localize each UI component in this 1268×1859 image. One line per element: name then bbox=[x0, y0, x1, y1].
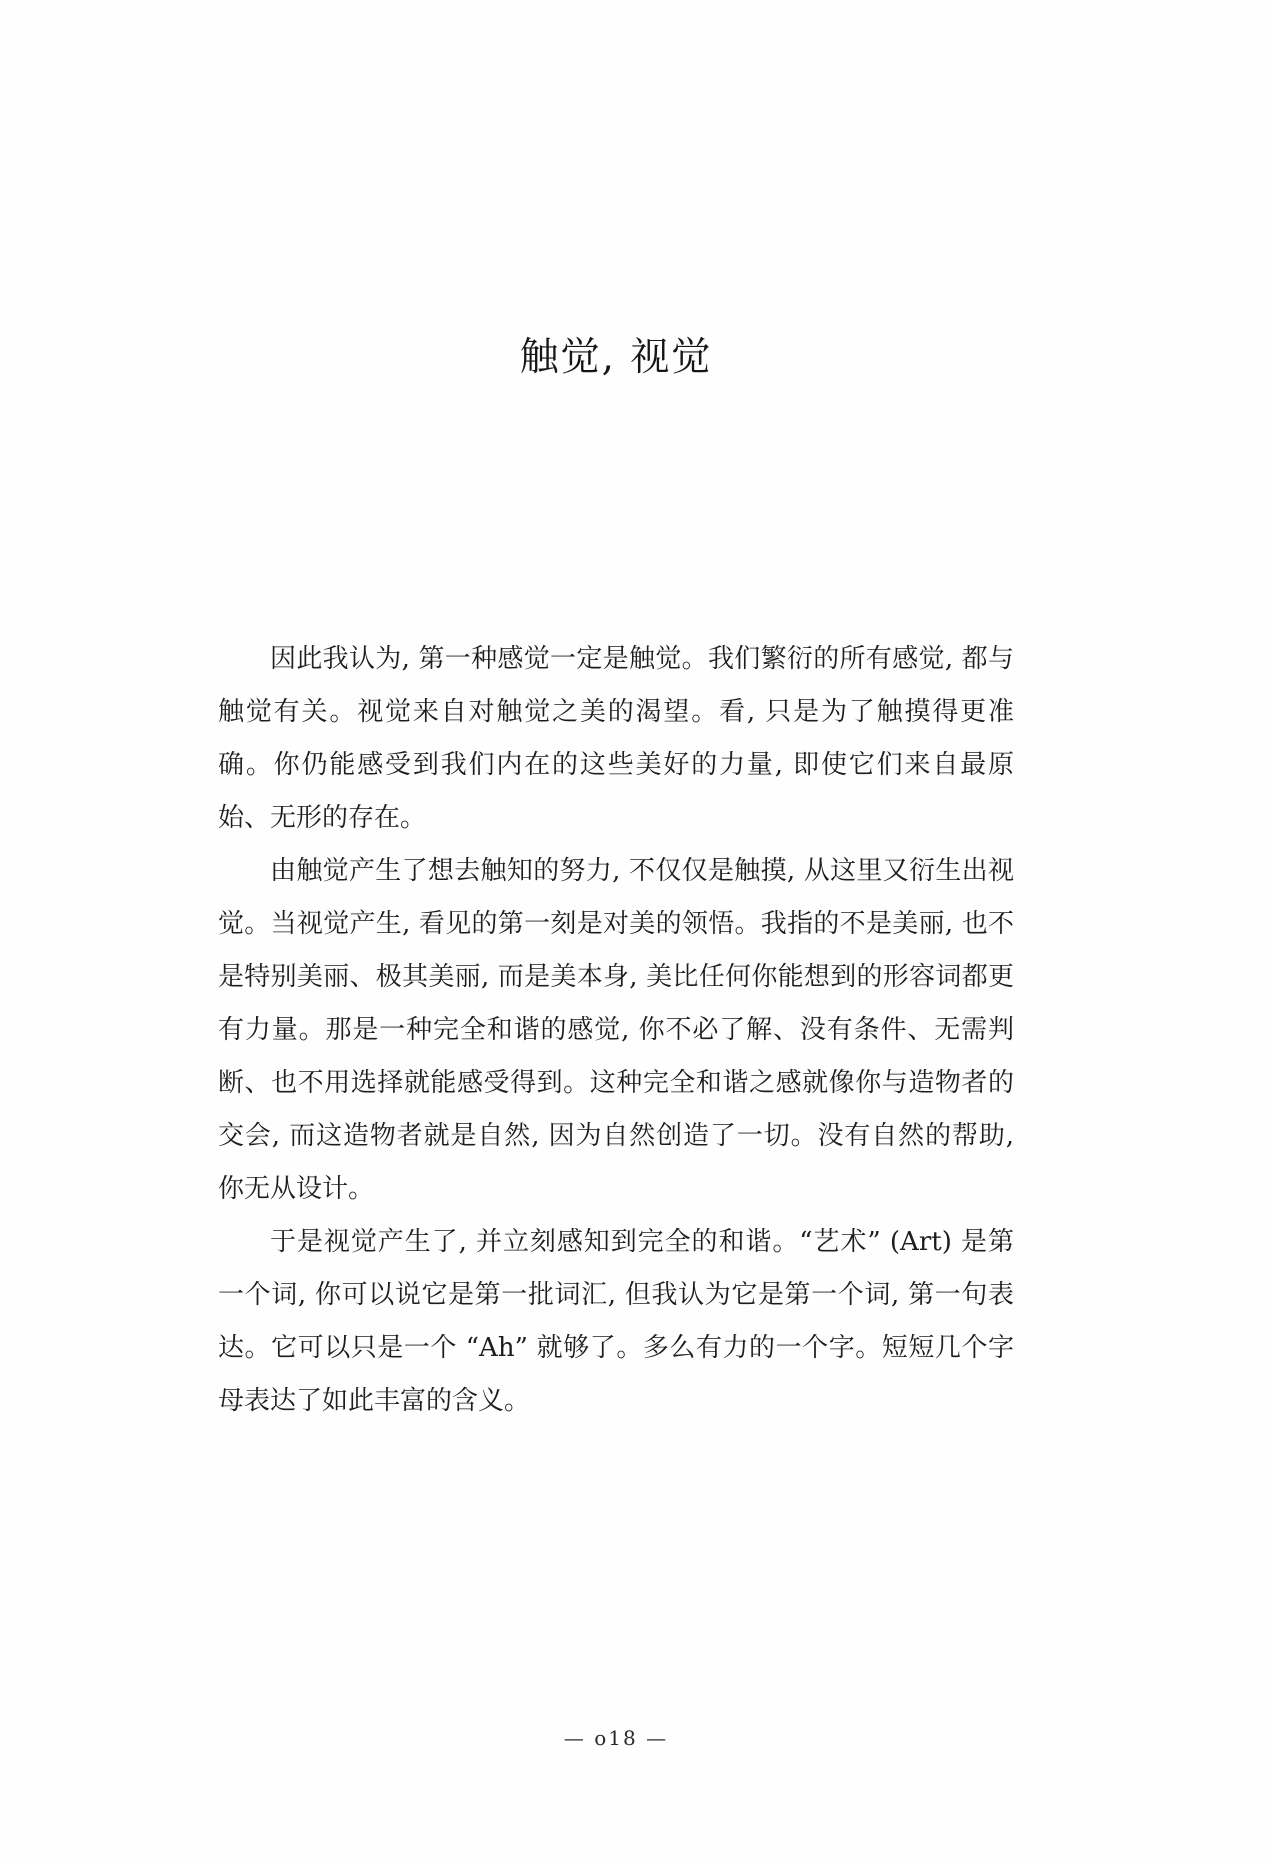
text-block bbox=[218, 0, 1014, 1859]
page-number: — o18 — bbox=[563, 1726, 669, 1750]
paragraph: 因此我认为, 第一种感觉一定是触觉。我们繁衍的所有感觉, 都与触觉有关。视觉来自对触觉之美的渴望。看, 只是为了触摸得更准确。你仍能感受到我们内在的这些美好的力量, 即使它们来自最原始、无形的存在。 bbox=[218, 644, 1014, 833]
body-text bbox=[218, 633, 1014, 1428]
paragraph: 于是视觉产生了, 并立刻感知到完全的和谐。“艺术” (Art) 是第一个词, 你可以说它是第一批词汇, 但我认为它是第一个词, 第一句表达。它可以只是一个 “Ah” 就够了。多么有力的一个字。短短几个字母表达了如此丰富的含义。 bbox=[218, 1227, 1014, 1416]
chapter-title: 触觉, 视觉 bbox=[519, 335, 713, 380]
paragraph: 由触觉产生了想去触知的努力, 不仅仅是触摸, 从这里又衍生出视觉。当视觉产生, 看见的第一刻是对美的领悟。我指的不是美丽, 也不是特别美丽、极其美丽, 而是美本身, 美比任何你能想到的形容词都更有力量。那是一种完全和谐的感觉, 你不必了解、没有条件、无需判断、也不用选择就能感受得到。这种完全和谐之感就像你与造物者的交会, 而这造物者就是自然, 因为自然创造了一切。没有自然的帮助, 你无从设计。 bbox=[218, 856, 1014, 1204]
